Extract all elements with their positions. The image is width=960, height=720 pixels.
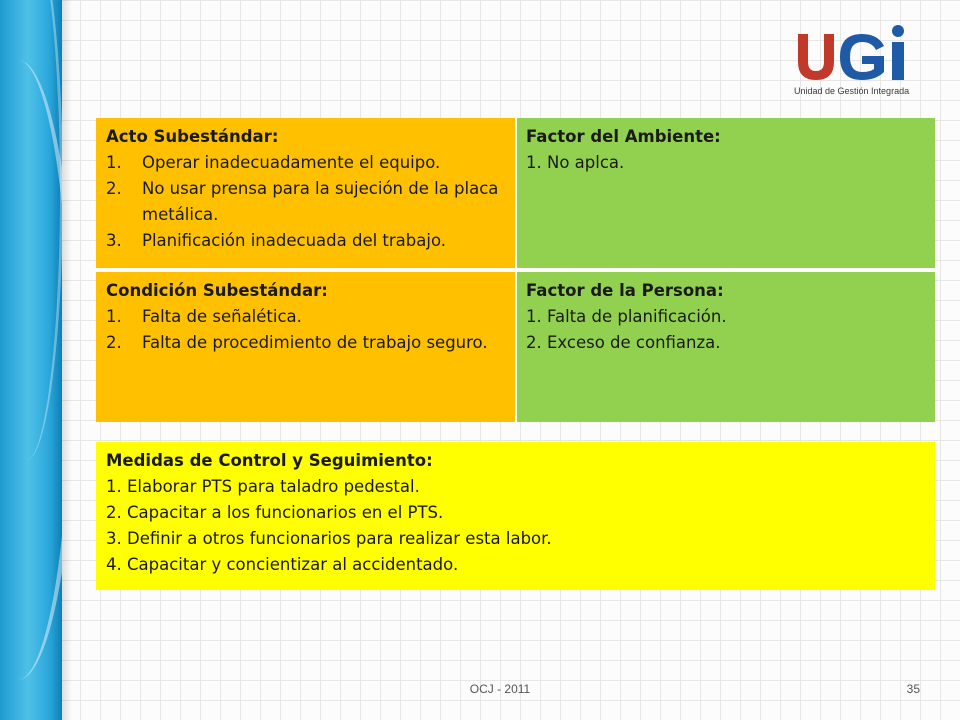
- acto-list: [106, 150, 506, 254]
- ambiente-title: Factor del Ambiente:: [526, 127, 721, 146]
- list-item: 1. Operar inadecuadamente el equipo.: [106, 153, 441, 172]
- list-item: 1. Falta de señalética.: [106, 307, 302, 326]
- medidas-control-box: [96, 442, 935, 590]
- acto-title: Acto Subestándar:: [106, 127, 279, 146]
- list-item: 2. Falta de procedimiento de trabajo seguro.: [106, 333, 488, 352]
- ambiente-line: 1. No aplca.: [526, 153, 625, 172]
- footer-label: OCJ - 2011: [469, 682, 531, 696]
- list-item: 2. No usar prensa para la sujeción de la placa metálica.: [106, 179, 499, 224]
- condicion-subestandar-box: [96, 272, 516, 422]
- side-shadow: [62, 0, 72, 720]
- medidas-title: Medidas de Control y Seguimiento:: [106, 451, 433, 470]
- factor-ambiente-box: [516, 118, 935, 268]
- factor-persona-box: [516, 272, 935, 422]
- medidas-line: 4. Capacitar y concientizar al accidentado.: [106, 555, 459, 574]
- medidas-line: 1. Elaborar PTS para taladro pedestal.: [106, 477, 420, 496]
- medidas-line: 2. Capacitar a los funcionarios en el PTS.: [106, 503, 444, 522]
- list-item: 3. Planificación inadecuada del trabajo.: [106, 231, 447, 250]
- persona-line: 1. Falta de planificación.: [526, 307, 727, 326]
- condicion-title: Condición Subestándar:: [106, 281, 328, 300]
- box-divider: [96, 268, 935, 272]
- ugi-logo: [792, 22, 922, 102]
- acto-subestandar-box: [96, 118, 516, 268]
- side-decoration-panel: [0, 0, 62, 720]
- logo-subtitle: Unidad de Gestión Integrada: [794, 86, 910, 96]
- persona-line: 2. Exceso de confianza.: [526, 333, 721, 352]
- slide-number: 35: [906, 682, 920, 696]
- condicion-list: [106, 304, 506, 356]
- medidas-line: 3. Definir a otros funcionarios para realizar esta labor.: [106, 529, 552, 548]
- ugi-logo-mark: [792, 22, 922, 88]
- persona-title: Factor de la Persona:: [526, 281, 724, 300]
